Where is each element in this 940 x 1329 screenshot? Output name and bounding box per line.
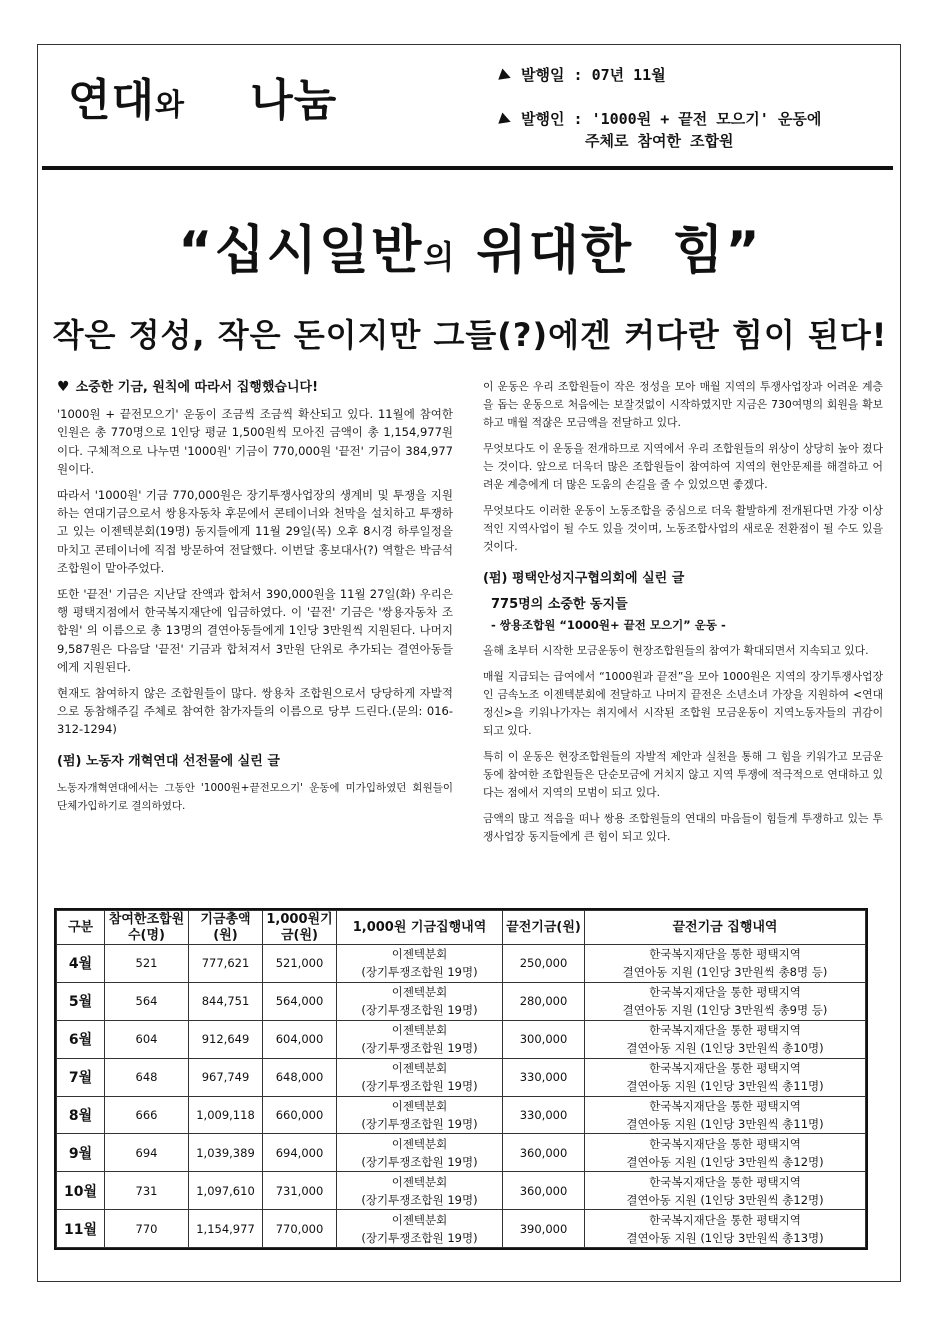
cell-1000-fund: 731,000 [263,1172,337,1210]
cell-members: 648 [105,1058,189,1096]
cell-total: 1,097,610 [189,1172,263,1210]
cell-end-exec: 한국복지재단을 통한 평택지역 결연아동 지원 (1인당 3만원씩 총8명 등) [585,945,866,983]
headline-main: “십시일반 [178,221,424,281]
cell-end-exec: 한국복지재단을 통한 평택지역 결연아동 지원 (1인당 3만원씩 총12명) [585,1172,866,1210]
cell-1000-fund: 604,000 [263,1020,337,1058]
cell-1000-exec: 이젠텍분회 (장기투쟁조합원 19명) [337,945,503,983]
left-section-heading-2: (펌) 노동자 개혁연대 선전물에 실린 글 [57,753,280,769]
right-paragraph-6: 특히 이 운동은 현장조합원들의 자발적 제안과 실천을 통해 그 힘을 키워가고 모금운동에 참여한 조합원들은 단순모금에 거치지 않고 지역 투쟁에 적극적으로 연대하고 있다는 점에서 지역의 모범이 되고 있다. [483,750,883,799]
publisher-line-2: 주체로 참여한 조합원 [585,132,734,150]
article-title: 775명의 소중한 동지들 [491,597,628,612]
cell-end-fund: 360,000 [503,1172,585,1210]
cell-1000-fund: 770,000 [263,1210,337,1248]
right-column [483,378,883,854]
left-paragraph-1: '1000원 + 끝전모으기' 운동이 조금씩 조금씩 확산되고 있다. 11월에 참여한 인원은 총 770명으로 1인당 평균 1,500원씩 모아진 금액이 총 1,154,977원이다. 구체적으로 나누면 '1000원' 기금이 770,000원 '끝전' 기금이 384,977원이다. [57,407,453,476]
table-row [57,982,866,1020]
cell-month: 6월 [57,1020,105,1058]
cell-end-exec: 한국복지재단을 통한 평택지역 결연아동 지원 (1인당 3만원씩 총13명) [585,1210,866,1248]
cell-end-exec: 한국복지재단을 통한 평택지역 결연아동 지원 (1인당 3만원씩 총11명) [585,1096,866,1134]
cell-end-fund: 390,000 [503,1210,585,1248]
left-paragraph-2: 따라서 '1000원' 기금 770,000원은 장기투쟁사업장의 생계비 및 투쟁을 지원하는 연대기금으로서 쌍용자동차 후문에서 콘테이너와 천막을 설치하고 투쟁하고 있는 이젠텍분회(19명) 동지들에게 11월 29일(목) 오후 8시경 하루일정을 마치고 콘테이너에 직접 방문하여 전달했다. 이번달 홍보대사(?) 역할은 박금석조합원이 맡아주었다. [57,488,453,575]
cell-total: 777,621 [189,945,263,983]
masthead-rule [42,166,893,170]
cell-1000-fund: 521,000 [263,945,337,983]
cell-members: 521 [105,945,189,983]
left-paragraph-5: 노동자개혁연대에서는 그동안 '1000원+끝전모으기' 운동에 미가입하였던 회원들이 단체가입하기로 결의하였다. [57,781,453,813]
table-header: 끝전기금 집행내역 [585,911,866,945]
cell-end-exec: 한국복지재단을 통한 평택지역 결연아동 지원 (1인당 3만원씩 총12명) [585,1134,866,1172]
table-header: 1,000원 기금집행내역 [337,911,503,945]
cell-1000-fund: 694,000 [263,1134,337,1172]
headline-small: 의 [423,238,457,276]
table-header: 1,000원기금(원) [263,911,337,945]
masthead-logo [68,64,337,128]
fund-table [54,908,868,1250]
cell-end-fund: 300,000 [503,1020,585,1058]
cell-month: 4월 [57,945,105,983]
right-section-heading: (펌) 평택안성지구협의회에 실린 글 [483,571,685,586]
cell-1000-fund: 648,000 [263,1058,337,1096]
cell-members: 731 [105,1172,189,1210]
logo-part-3: 나눔 [250,75,338,126]
table-header: 참여한조합원수(명) [105,911,189,945]
cell-month: 11월 [57,1210,105,1248]
table-row [57,1210,866,1248]
issue-date-text: 발행일 : 07년 11월 [521,66,666,84]
right-paragraph-2: 무엇보다도 이 운동을 전개하므로 지역에서 우리 조합원들의 위상이 상당히 높아 졌다는 것이다. 앞으로 더욱더 많은 조합원들이 참여하여 지역의 현안문제를 해결하고 어려운 계층에게 더 많은 도움의 손길을 줄 수 있었으면 좋겠다. [483,442,883,491]
table-header: 기금총액(원) [189,911,263,945]
subheadline: 작은 정성, 작은 돈이지만 그들(?)에겐 커다란 힘이 된다! [52,316,888,354]
table-row [57,1172,866,1210]
cell-end-fund: 330,000 [503,1058,585,1096]
left-paragraph-4: 현재도 참여하지 않은 조합원들이 많다. 쌍용차 조합원으로서 당당하게 자발적으로 동참해주길 주체로 참여한 참가자들의 이름으로 당부 드린다.(문의: 016-312-1294) [57,686,453,737]
cell-month: 10월 [57,1172,105,1210]
cell-members: 604 [105,1020,189,1058]
right-paragraph-5: 매월 지급되는 급여에서 “1000원과 끝전”을 모아 1000원은 지역의 장기투쟁사업장인 금속노조 이젠텍분회에 전달하고 나머지 끝전은 소년소녀 가장을 지원하여 <연대정신>을 키워나가자는 취지에서 시작된 조합원 모금운동이 지역노동자들의 귀감이 되고 있다. [483,670,883,737]
heart-icon: ♥ [57,379,70,395]
publisher [500,108,821,129]
left-heading-text: 소중한 기금, 원칙에 따라서 집행했습니다! [75,380,319,395]
cell-total: 844,751 [189,982,263,1020]
cell-month: 5월 [57,982,105,1020]
cell-1000-exec: 이젠텍분회 (장기투쟁조합원 19명) [337,982,503,1020]
right-paragraph-7: 금액의 많고 적음을 떠나 쌍용 조합원들의 연대의 마음들이 힘들게 투쟁하고 있는 투쟁사업장 동지들에게 큰 힘이 되고 있다. [483,812,883,843]
cell-total: 1,154,977 [189,1210,263,1248]
article-subtitle: - 쌍용조합원 “1000원+ 끝전 모으기” 운동 - [491,618,726,632]
cell-1000-exec: 이젠텍분회 (장기투쟁조합원 19명) [337,1210,503,1248]
cell-1000-exec: 이젠텍분회 (장기투쟁조합원 19명) [337,1172,503,1210]
headline-rest: 위대한 힘” [456,221,762,281]
cell-end-fund: 330,000 [503,1096,585,1134]
cell-month: 7월 [57,1058,105,1096]
triangle-bullet-icon [498,112,512,127]
cell-end-fund: 250,000 [503,945,585,983]
cell-members: 770 [105,1210,189,1248]
cell-total: 1,009,118 [189,1096,263,1134]
left-section-heading [57,378,453,397]
cell-total: 912,649 [189,1020,263,1058]
cell-end-exec: 한국복지재단을 통한 평택지역 결연아동 지원 (1인당 3만원씩 총11명) [585,1058,866,1096]
table-header: 끝전기금(원) [503,911,585,945]
cell-end-exec: 한국복지재단을 통한 평택지역 결연아동 지원 (1인당 3만원씩 총10명) [585,1020,866,1058]
left-paragraph-3: 또한 '끝전' 기금은 지난달 잔액과 합쳐서 390,000원을 11월 27일(화) 우리은행 평택지점에서 한국복지재단에 입금하였다. 이 '끝전' 기금은 '쌍용자동차 조합원' 의 이름으로 총 13명의 결연아동들에게 1인당 3만원씩 지원된다. 나머지 9,587원은 다음달 '끝전' 기금과 합쳐져서 3만원 단위로 추가되는 결연아동들에게 지원된다. [57,587,453,674]
cell-members: 564 [105,982,189,1020]
table-row [57,945,866,983]
cell-end-fund: 280,000 [503,982,585,1020]
cell-1000-fund: 564,000 [263,982,337,1020]
publisher-line-1: 발행인 : '1000원 + 끝전 모으기' 운동에 [521,110,822,128]
cell-total: 1,039,389 [189,1134,263,1172]
table-row [57,1134,866,1172]
left-column [57,378,453,823]
cell-month: 8월 [57,1096,105,1134]
headline [0,208,940,283]
cell-end-fund: 360,000 [503,1134,585,1172]
cell-members: 694 [105,1134,189,1172]
logo-part-2: 와 [155,88,185,123]
cell-1000-exec: 이젠텍분회 (장기투쟁조합원 19명) [337,1020,503,1058]
table-row [57,1058,866,1096]
cell-members: 666 [105,1096,189,1134]
cell-1000-exec: 이젠텍분회 (장기투쟁조합원 19명) [337,1096,503,1134]
table-header-row [57,911,866,945]
right-paragraph-1: 이 운동은 우리 조합원들이 작은 정성을 모아 매월 지역의 투쟁사업장과 어려운 계층을 돕는 운동으로 처음에는 보잘것없이 시작하였지만 지금은 730여명의 회원을 확보하고 매월 적잖은 모금액을 전달하고 있다. [483,380,883,429]
logo-part-1: 연대 [68,75,156,126]
cell-total: 967,749 [189,1058,263,1096]
right-paragraph-4: 올해 초부터 시작한 모금운동이 현장조합원들의 참여가 확대되면서 지속되고 있다. [483,644,869,657]
cell-month: 9월 [57,1134,105,1172]
table-row [57,1096,866,1134]
cell-end-exec: 한국복지재단을 통한 평택지역 결연아동 지원 (1인당 3만원씩 총9명 등) [585,982,866,1020]
cell-1000-exec: 이젠텍분회 (장기투쟁조합원 19명) [337,1134,503,1172]
issue-date [500,64,666,85]
right-paragraph-3: 무엇보다도 이러한 운동이 노동조합을 중심으로 더욱 활발하게 전개된다면 가장 이상적인 지역사업이 될 수도 있을 것이며, 노동조합사업의 새로운 전환점이 될 수도 있을 것이다. [483,504,883,553]
table-row [57,1020,866,1058]
cell-1000-fund: 660,000 [263,1096,337,1134]
triangle-bullet-icon [498,68,512,83]
table-header: 구분 [57,911,105,945]
cell-1000-exec: 이젠텍분회 (장기투쟁조합원 19명) [337,1058,503,1096]
